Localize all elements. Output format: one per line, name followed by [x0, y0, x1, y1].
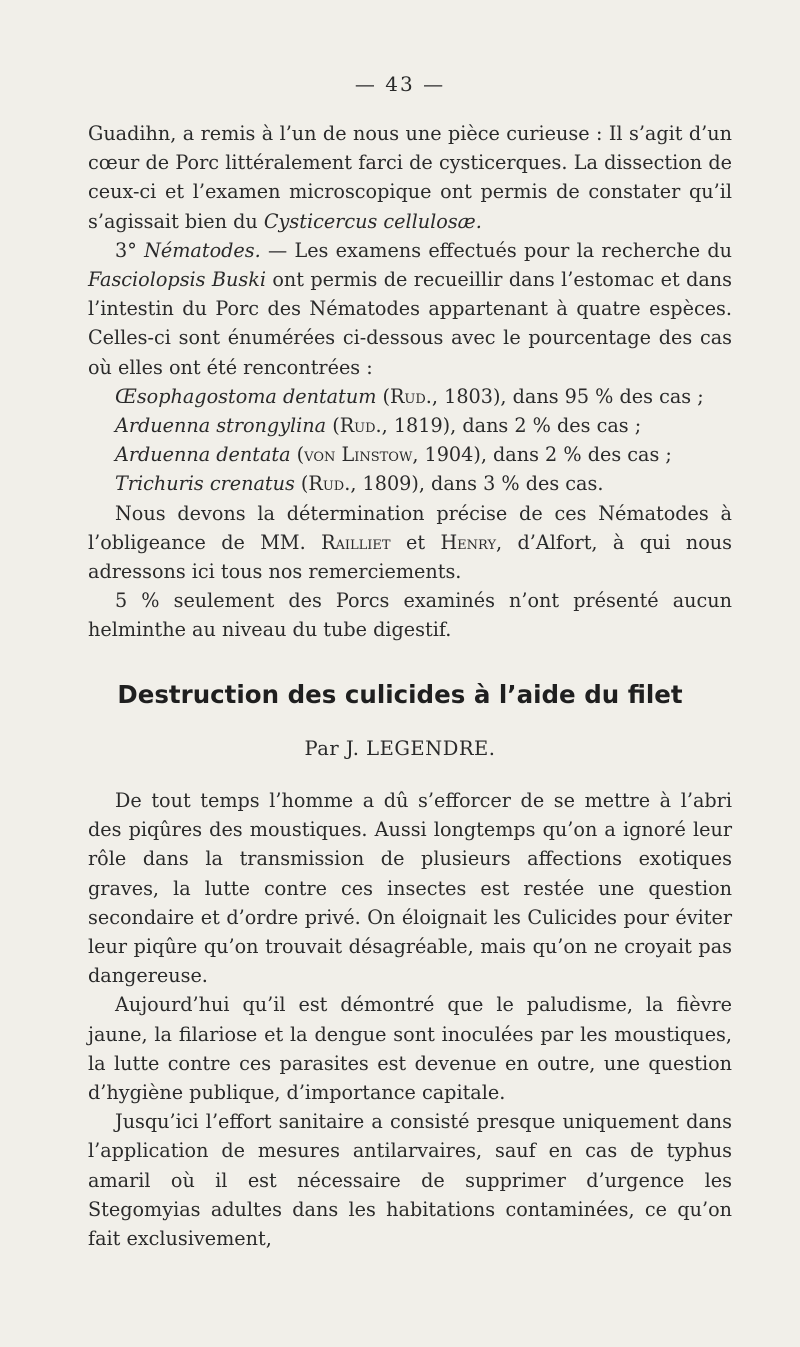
paragraph-7: Jusqu’ici l’effort sanitaire a consisté presque uniquement dans l’application de mesures antilarvaires, sauf en cas de typhus amaril où il est nécessaire de supprimer d’urgence les Stegomyias adultes dans les habitations contaminées, ce qu’on fait exclusivement, — [88, 1110, 732, 1251]
paragraph-2-text-a: — Les examens effectués pour la recherche du — [260, 238, 732, 262]
author-line: Par J. LEGENDRE. — [304, 737, 496, 760]
species-item — [88, 411, 732, 440]
paragraph-1-text: Guadihn, a remis à l’un de nous une pièce curieuse : Il s’agit d’un cœur de Porc littéralement farci de cysticerques. La dissection de ceux-ci et l’examen microscopique ont permis de constater qu’il s’agissait bien du — [88, 122, 732, 233]
species-item — [88, 469, 732, 498]
species-rest: , 1803), dans 95 % des cas ; — [431, 384, 704, 408]
paragraph-2-italic: Fasciolopsis Buski — [88, 268, 266, 292]
paragraph-5: De tout temps l’homme a dû s’efforcer de se mettre à l’abri des piqûres des moustiques. Aussi longtemps qu’on a ignoré leur rôle dans la transmission de plusieurs affections exotiques graves, la lutte contre ces insectes est restée une question secondaire et d’ordre privé. On éloignait les Culicides pour éviter leur piqûre qu’on trouvait désagréable, mais qu’on ne croyait pas dangereuse. — [88, 789, 732, 988]
paragraph-3-name-1: Railliet — [321, 530, 391, 554]
paragraph-6: Aujourd’hui qu’il est démontré que le paludisme, la fièvre jaune, la filariose et la dengue sont inoculées par les moustiques, la lutte contre ces parasites est devenue en outre, une question d’hygiène publique, d’importance capitale. — [88, 993, 732, 1105]
paragraph-3-text-b: et — [390, 530, 441, 554]
paragraph-3-text-c: , d’Alfort, à qui nous adressons ici tous nos remerciements. — [88, 530, 732, 584]
species-author: von Linstow — [304, 443, 413, 467]
species-name: Trichuris crenatus — [115, 472, 295, 496]
species-rest: , 1819), dans 2 % des cas ; — [381, 414, 642, 438]
text-block-lower — [88, 786, 732, 1253]
species-item — [88, 382, 732, 411]
species-author: Rud. — [308, 472, 351, 496]
paragraph-2-text-b: ont permis de recueillir dans l’estomac et dans l’intestin du Porc des Nématodes appartenant à quatre espèces. Celles-ci sont énumérées ci-dessous avec le pourcentage des cas où elles ont été rencontrées : — [88, 268, 732, 379]
species-open: ( — [290, 443, 305, 467]
paragraph-2 — [88, 236, 732, 382]
paragraph-2-lead: 3° — [115, 238, 145, 262]
paragraph-4: 5 % seulement des Porcs examinés n’ont présenté aucun helminthe au niveau du tube digestif. — [88, 589, 732, 642]
text-block-upper — [88, 119, 732, 645]
species-name: Arduenna strongylina — [115, 414, 327, 438]
species-name: Œsophagostoma dentatum — [115, 384, 377, 408]
species-author: Rud. — [389, 384, 432, 408]
species-open: ( — [294, 472, 309, 496]
species-rest: , 1904), dans 2 % des cas ; — [412, 443, 672, 467]
page-number: — 43 — — [354, 72, 446, 96]
section-title: Destruction des culicides à l’aide du filet — [117, 680, 683, 709]
species-open: ( — [376, 384, 390, 408]
paragraph-3-name-2: Henry — [440, 530, 497, 554]
species-open: ( — [326, 414, 340, 438]
paragraph-2-heading: Nématodes. — [144, 238, 261, 262]
species-rest: , 1809), dans 3 % des cas. — [350, 472, 604, 496]
species-author: Rud. — [339, 414, 382, 438]
paragraph-3 — [88, 499, 732, 587]
species-name: Arduenna dentata — [115, 443, 291, 467]
paragraph-1-italic: Cysticercus cellulosæ. — [263, 209, 482, 233]
paragraph-3-text-a: Nous devons la détermination précise de ces Nématodes à l’obligeance de MM. — [88, 501, 732, 554]
species-item — [88, 440, 732, 469]
paragraph-1 — [88, 119, 732, 236]
